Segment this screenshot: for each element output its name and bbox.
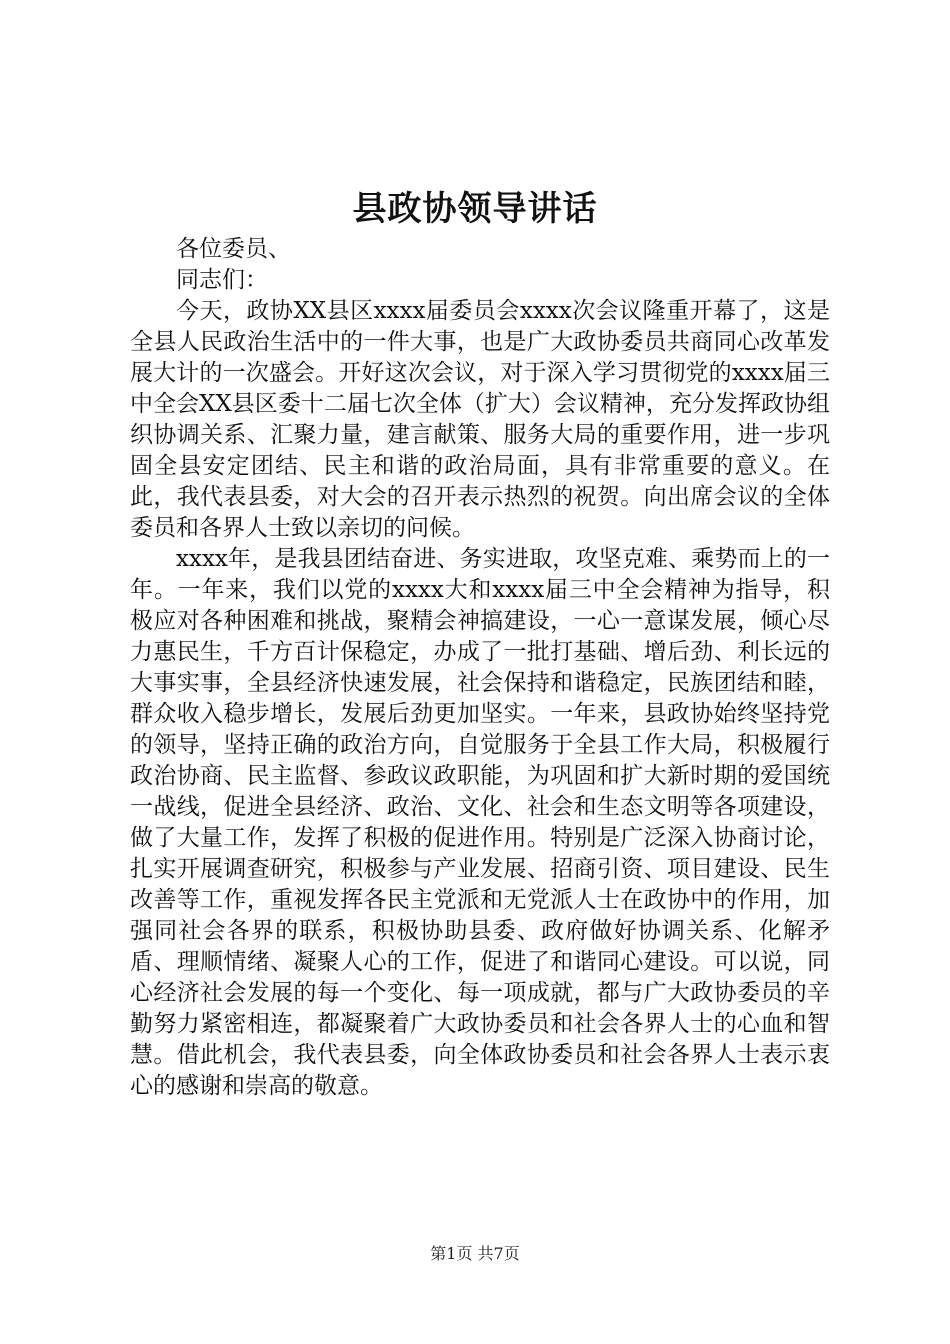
document-body [130, 234, 830, 1102]
salutation-line-1: 各位委员、 [176, 236, 291, 262]
document-title: 县政协领导讲话 [352, 189, 598, 229]
page-footer: 第1页 共7页 [430, 1244, 520, 1263]
body-paragraph-2: xxxx年，是我县团结奋进、务实进取，攻坚克难、乘势而上的一年。一年来，我们以党的xxxx大和xxxx届三中全会精神为指导，积极应对各种困难和挑战，聚精会神搞建设，一心一意谋发展，倾心尽力惠民生，千方百计保稳定，办成了一批打基础、增后劲、利长远的大事实事，全县经济快速发展，社会保持和谐稳定，民族团结和睦，群众收入稳步增长，发展后劲更加坚实。一年来，县政协始终坚持党的领导，坚持正确的政治方向，自觉服务于全县工作大局，积极履行政治协商、民主监督、参政议政职能，为巩固和扩大新时期的爱国统一战线，促进全县经济、政治、文化、社会和生态文明等各项建设，做了大量工作，发挥了积极的促进作用。特别是广泛深入协商讨论，扎实开展调查研究，积极参与产业发展、招商引资、项目建设、民生改善等工作，重视发挥各民主党派和无党派人士在政协中的作用，加强同社会各界的联系，积极协助县委、政府做好协调关系、化解矛盾、理顺情绪、凝聚人心的工作，促进了和谐同心建设。可以说，同心经济社会发展的每一个变化、每一项成就，都与广大政协委员的辛勤努力紧密相连，都凝聚着广大政协委员和社会各界人士的心血和智慧。借此机会，我代表县委，向全体政协委员和社会各界人士表示衷心的感谢和崇高的敬意。 [130, 546, 830, 1099]
salutation-line-2: 同志们： [176, 267, 268, 293]
body-paragraph-1: 今天，政协XX县区xxxx届委员会xxxx次会议隆重开幕了，这是全县人民政治生活中的一件大事，也是广大政协委员共商同心改革发展大计的一次盛会。开好这次会议，对于深入学习贯彻党的xxxx届三中全会XX县区委十二届七次全体（扩大）会议精神，充分发挥政协组织协调关系、汇聚力量，建言献策、服务大局的重要作用，进一步巩固全县安定团结、民主和谐的政治局面，具有非常重要的意义。在此，我代表县委，对大会的召开表示热烈的祝贺。向出席会议的全体委员和各界人士致以亲切的问候。 [130, 298, 830, 541]
